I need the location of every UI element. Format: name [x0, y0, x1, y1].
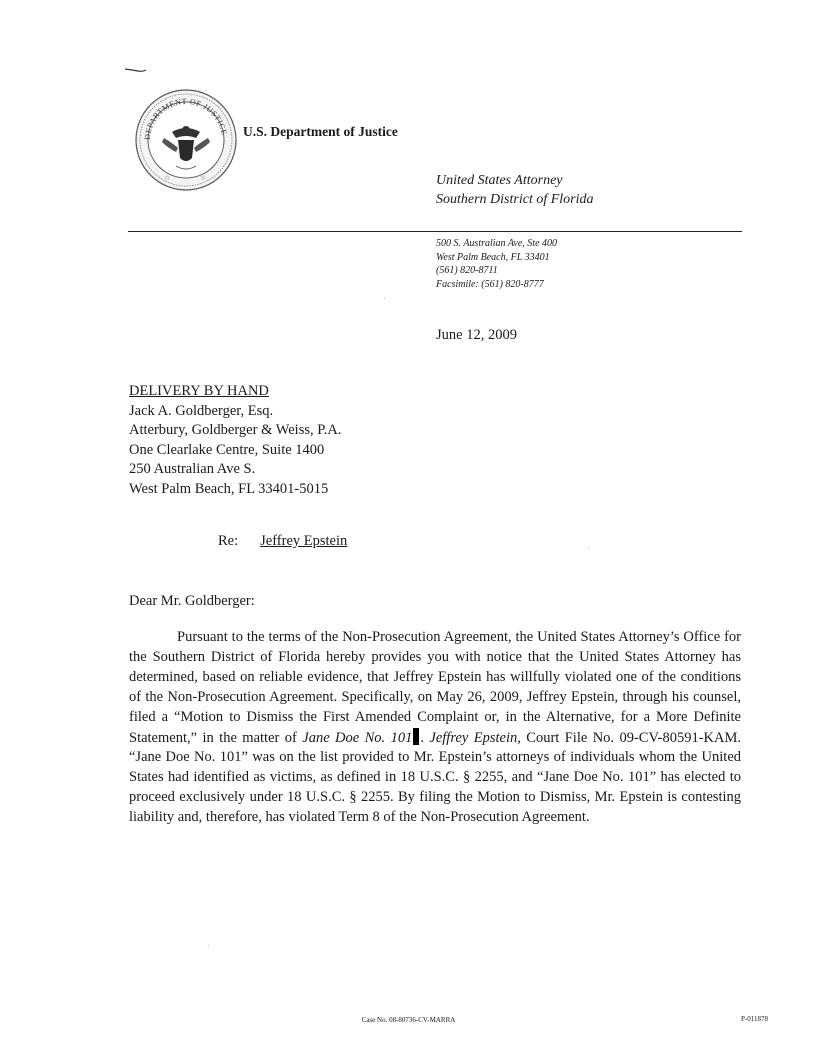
recipient-block	[129, 382, 341, 500]
office-district: Southern District of Florida	[436, 192, 594, 207]
recipient-street: 250 Australian Ave S.	[129, 461, 256, 478]
address-city: West Palm Beach, FL 33401	[436, 251, 550, 263]
address-phone: (561) 820-8711	[436, 265, 498, 276]
seal-text: DEPARTMENT OF JUSTICE	[142, 96, 229, 141]
scan-speck	[588, 548, 589, 549]
re-line	[218, 533, 347, 550]
header-rule	[128, 231, 742, 232]
recipient-firm: Atterbury, Goldberger & Weiss, P.A.	[129, 422, 342, 439]
department-name: U.S. Department of Justice	[243, 124, 398, 139]
scan-speck	[384, 298, 385, 299]
handwritten-mark	[124, 66, 148, 74]
recipient-building: One Clearlake Centre, Suite 1400	[129, 441, 325, 458]
body-text-2: .	[420, 729, 430, 746]
letter-date: June 12, 2009	[436, 327, 517, 343]
body-text-3: , Court File No. 09-CV-80591-KAM. “Jane Doe No. 101” was on the list provided to Mr. Epstein’s attorneys of individuals whom the United States had identified as victims, as defined in 18 U.S.C. § 2255, and “Jane Doe No. 101” has elected to proceed exclusively under 18 U.S.C. § 2255. By filing the Motion to Dismiss, Mr. Epstein is contesting liability and, therefore, has violated Term 8 of the Non-Prosecution Agreement.	[129, 729, 741, 826]
doj-seal-icon	[134, 88, 238, 192]
scan-speck	[208, 945, 209, 946]
re-label: Re:	[218, 533, 239, 549]
salutation: Dear Mr. Goldberger:	[129, 593, 255, 609]
recipient-city: West Palm Beach, FL 33401-5015	[129, 480, 329, 497]
address-fax: Facsimile: (561) 820-8777	[436, 278, 544, 290]
svg-text:☆: ☆	[164, 174, 171, 182]
recipient-name: Jack A. Goldberger, Esq.	[129, 402, 274, 419]
office-heading	[436, 171, 594, 209]
office-address	[436, 237, 557, 291]
redaction-block	[413, 728, 419, 745]
delivery-method: DELIVERY BY HAND	[129, 383, 269, 399]
footer-case-number: Case No. 08-80736-CV-MARRA	[361, 1016, 456, 1024]
body-text-1: Pursuant to the terms of the Non-Prosecution Agreement, the United States Attorney’s Office for the Southern District of Florida hereby provides you with notice that the United States Attorney has determined, based on reliable evidence, that Jeffrey Epstein has willfully violated one of the conditions of the Non-Prosecution Agreement. Specifically, on May 26, 2009, Jeffrey Epstein, through his counsel, filed a “Motion to Dismiss the First Amended Complaint or, in the Alternative, for a More Definite Statement,” in the matter of	[129, 629, 741, 746]
svg-text:☆: ☆	[200, 174, 207, 182]
footer-bates-number: P-011878	[741, 1015, 768, 1023]
re-subject: Jeffrey Epstein	[260, 533, 348, 549]
defendant-name: Jeffrey Epstein	[429, 729, 518, 746]
address-street: 500 S. Australian Ave, Ste 400	[436, 238, 558, 249]
body-paragraph	[129, 628, 741, 828]
case-name: Jane Doe No. 101	[302, 729, 413, 746]
office-title: United States Attorney	[436, 173, 563, 188]
